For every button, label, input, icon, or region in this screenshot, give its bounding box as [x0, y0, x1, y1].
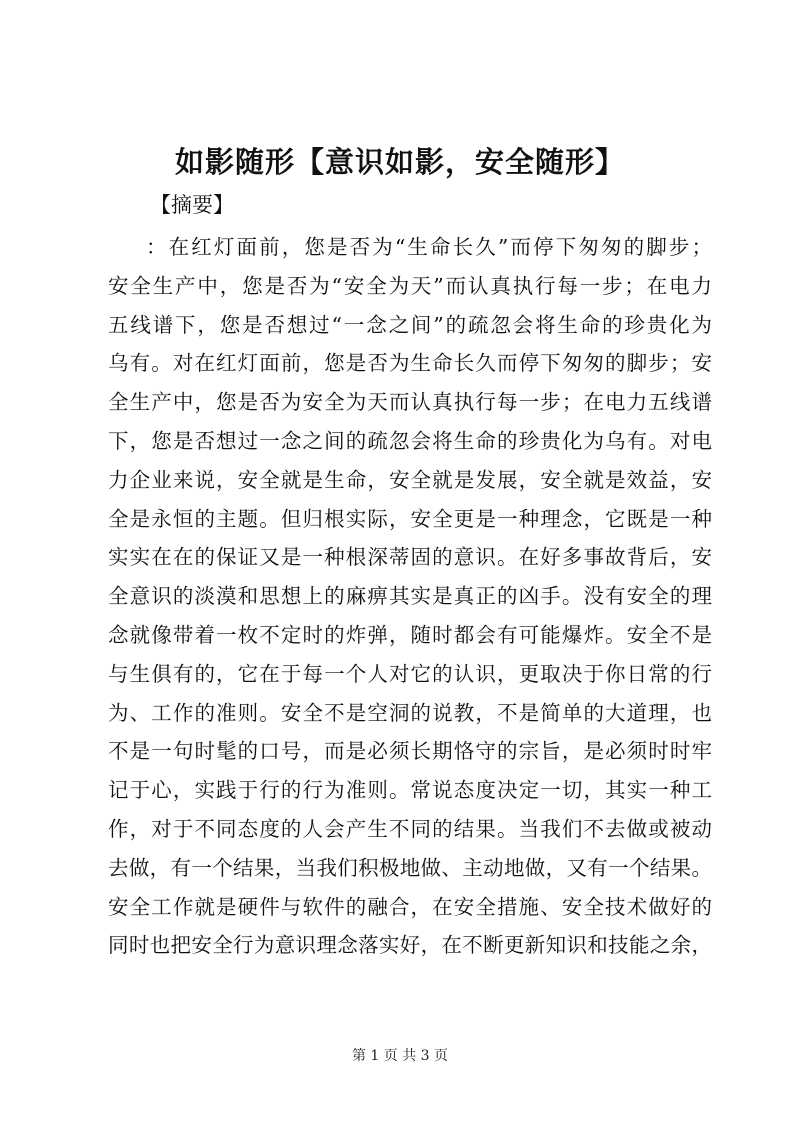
- body-line: 记于心，实践于行的行为准则。常说态度决定一切，其实一种工: [108, 778, 712, 803]
- body-line: 力企业来说，安全就是生命，安全就是发展，安全就是效益，安: [108, 467, 712, 492]
- page-footer: 第 1 页 共 3 页: [351, 1048, 449, 1064]
- abstract-body: [108, 228, 712, 965]
- body-line: 不是一句时髦的口号，而是必须长期恪守的宗旨，是必须时时牢: [108, 739, 712, 764]
- body-line: 与生俱有的，它在于每一个人对它的认识，更取决于你日常的行: [108, 661, 712, 686]
- body-line: 去做，有一个结果，当我们积极地做、主动地做，又有一个结果。: [108, 855, 712, 880]
- body-line: 念就像带着一枚不定时的炸弹，随时都会有可能爆炸。安全不是: [108, 622, 712, 647]
- abstract-label: 【摘要】: [150, 193, 234, 217]
- body-line: 安全工作就是硬件与软件的融合，在安全措施、安全技术做好的: [108, 894, 712, 919]
- body-line: 乌有。对在红灯面前，您是否为生命长久而停下匆匆的脚步；安: [108, 351, 712, 376]
- body-line: 作，对于不同态度的人会产生不同的结果。当我们不去做或被动: [108, 816, 712, 841]
- body-line: 全生产中，您是否为安全为天而认真执行每一步；在电力五线谱: [108, 390, 712, 415]
- body-line: 全是永恒的主题。但归根实际，安全更是一种理念，它既是一种: [108, 506, 712, 531]
- body-line: 五线谱下，您是否想过“一念之间”的疏忽会将生命的珍贵化为: [108, 312, 712, 337]
- body-line: 为、工作的准则。安全不是空洞的说教，不是简单的大道理，也: [108, 700, 712, 725]
- body-line: 安全生产中，您是否为“安全为天”而认真执行每一步；在电力: [108, 273, 712, 298]
- body-line: 实实在在的保证又是一种根深蒂固的意识。在好多事故背后，安: [108, 545, 712, 570]
- body-line: ：在红灯面前，您是否为“生命长久”而停下匆匆的脚步；: [146, 235, 712, 259]
- body-line: 同时也把安全行为意识理念落实好，在不断更新知识和技能之余，: [108, 933, 712, 958]
- body-line: 下，您是否想过一念之间的疏忽会将生命的珍贵化为乌有。对电: [108, 428, 712, 453]
- document-title: 如影随形【意识如影，安全随形】: [174, 145, 625, 179]
- body-line: 全意识的淡漠和思想上的麻痹其实是真正的凶手。没有安全的理: [108, 584, 712, 609]
